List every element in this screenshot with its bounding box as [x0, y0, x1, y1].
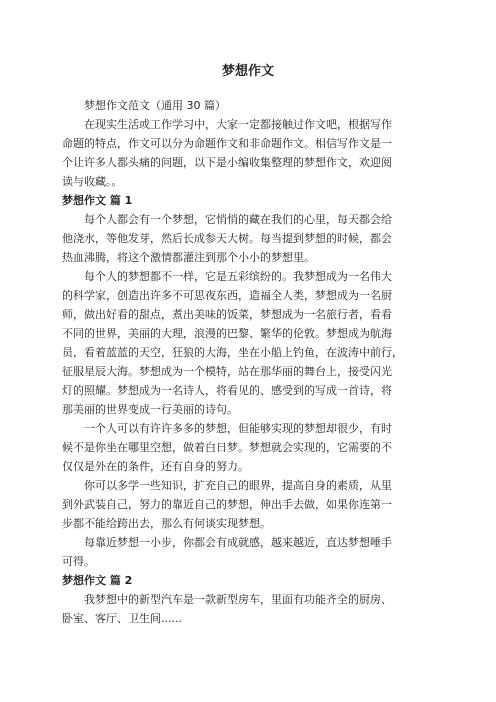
paragraph-line: 候不是你坐在哪里空想，做着白日梦。梦想就会实现的，它需要的不 — [62, 441, 392, 454]
paragraph-line: 的科学家，创造出许多不可思夜东西，造福全人类，梦想成为一名厨 — [62, 289, 392, 302]
paragraph — [62, 419, 434, 476]
paragraph-line: 他浇水，等他发芽，然后长成参天大树。每当提到梦想的时候，都会 — [62, 232, 392, 245]
paragraph-line: 仅仅是外在的条件，还有自身的努力。 — [62, 460, 249, 473]
paragraph — [62, 590, 434, 628]
paragraph-line: 到外武装自己，努力的靠近自己的梦想，伸出手去做，如果你连第一 — [62, 498, 392, 511]
section-heading: 梦想作文 篇 2 — [62, 574, 133, 587]
intro-line: 个让许多人都头痛的问题，以下是小编收集整理的梦想作文，欢迎阅 — [62, 156, 392, 169]
section-heading: 梦想作文 篇 1 — [62, 194, 133, 207]
paragraph-line: 每靠近梦想一小步，你都会有成就感，越来越近，直达梦想唾手 — [84, 536, 392, 549]
paragraph-line: 征服星辰大海。梦想成为一个模特，站在那华丽的舞台上，接受闪光 — [62, 365, 392, 378]
paragraph-line: 可得。 — [62, 555, 95, 568]
intro-block — [62, 96, 434, 191]
paragraph — [62, 476, 434, 533]
paragraph-line: 那美丽的世界变成一行美丽的诗句。 — [62, 403, 238, 416]
paragraph-line: 员，看着蓝蓝的天空，狂狼的大海，坐在小船上钓鱼，在波涛中前行， — [62, 346, 403, 359]
intro-line: 命题的特点，作文可以分为命题作文和非命题作文。相信写作文是一 — [62, 137, 392, 150]
paragraph-line: 师，做出好看的甜点，煮出美味的饭菜，梦想成为一名旅行者，看看 — [62, 308, 392, 321]
intro-line: 读与收藏。。 — [62, 175, 123, 188]
paragraph-line: 灯的照耀。梦想成为一名诗人，将看见的、感受到的写成一首诗，将 — [62, 384, 392, 397]
paragraph-line: 每个人的梦想都不一样，它是五彩缤纷的。我梦想成为一名伟大 — [84, 270, 392, 283]
paragraph-line: 我梦想中的新型汽车是一款新型房车，里面有功能齐全的厨房、 — [84, 593, 392, 606]
paragraph — [62, 210, 434, 267]
paragraph — [62, 267, 434, 419]
paragraph — [62, 533, 434, 571]
intro-line: 在现实生活或工作学习中，大家一定都接触过作文吧，根据写作 — [84, 118, 392, 131]
paragraph-line: 热血沸腾，将这个激情都灌注到那个小小的梦想里。 — [62, 251, 315, 264]
paragraph-line: 卧室、客厅、卫生间...... — [62, 612, 182, 625]
paragraph-line: 你可以多学一些知识，扩充自己的眼界，提高自身的素质，从里 — [84, 479, 392, 492]
paragraph-line: 每个人都会有一个梦想，它悄悄的藏在我们的心里，每天都会给 — [84, 213, 392, 226]
document-body — [62, 96, 434, 628]
intro-subtitle: 梦想作文范文（通用 30 篇） — [84, 99, 226, 112]
paragraph-line: 一个人可以有许许多多的梦想，但能够实现的梦想却很少，有时 — [84, 422, 392, 435]
paragraph-line: 步都不能给跨出去，那么有何谈实现梦想。 — [62, 517, 271, 530]
page-title: 梦想作文 — [221, 64, 274, 79]
paragraph-line: 不同的世界，美丽的大理，浪漫的巴黎、繁华的伦敦。梦想成为航海 — [62, 327, 392, 340]
